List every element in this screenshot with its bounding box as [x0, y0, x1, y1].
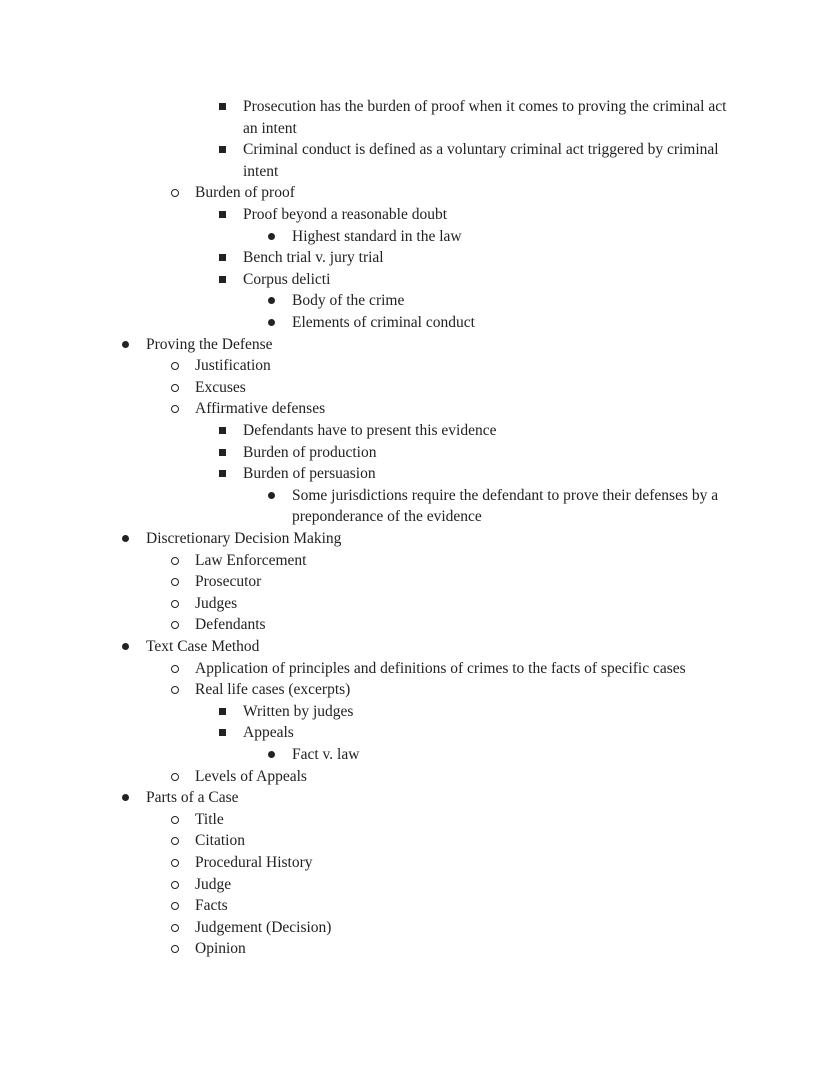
square-bullet-icon [219, 427, 226, 434]
outline-item-text: Affirmative defenses [195, 400, 326, 418]
square-bullet-icon [219, 449, 226, 456]
disc-bullet-icon [268, 492, 275, 499]
square-bullet-icon [219, 708, 226, 715]
circle-bullet-icon [171, 859, 179, 867]
outline-item-text: Facts [195, 897, 228, 915]
circle-bullet-icon [171, 816, 179, 824]
square-bullet-icon [219, 146, 226, 153]
outline-item-text: Judge [195, 875, 232, 893]
outline-item-text: Criminal conduct is defined as a voluntary criminal act triggered by criminal intent [243, 141, 719, 180]
outline-item-text: Defendants [195, 616, 266, 634]
disc-bullet-icon [268, 319, 275, 326]
outline-item-text: Text Case Method [146, 638, 260, 655]
disc-bullet-icon [268, 751, 275, 758]
outline-item-text: Bench trial v. jury trial [243, 249, 384, 267]
outline-item-text: Proof beyond a reasonable doubt [243, 206, 448, 223]
disc-bullet-icon [122, 794, 129, 801]
square-bullet-icon [219, 103, 226, 110]
outline-item-text: Written by judges [243, 702, 354, 720]
outline-item-text: Judges [195, 594, 238, 612]
outline-item-text: Prosecution has the burden of proof when it comes to proving the criminal act an intent [243, 98, 727, 137]
outline-item-text: Justification [195, 357, 271, 375]
circle-bullet-icon [171, 189, 179, 197]
square-bullet-icon [219, 729, 226, 736]
circle-bullet-icon [171, 773, 179, 781]
disc-bullet-icon [122, 341, 129, 348]
circle-bullet-icon [171, 665, 179, 673]
outline-item-text: Law Enforcement [195, 551, 307, 569]
outline-item-text: Corpus delicti [243, 270, 331, 288]
outline-item-text: Highest standard in the law [292, 227, 462, 245]
disc-bullet-icon [122, 535, 129, 542]
circle-bullet-icon [171, 924, 179, 932]
outline-item-text: Citation [195, 832, 245, 850]
circle-bullet-icon [171, 405, 179, 413]
circle-bullet-icon [171, 621, 179, 629]
disc-bullet-icon [268, 233, 275, 240]
outline-item-text: Parts of a Case [146, 789, 239, 807]
circle-bullet-icon [171, 557, 179, 565]
square-bullet-icon [219, 276, 226, 283]
circle-bullet-icon [171, 362, 179, 370]
outline-item-text: Appeals [243, 724, 294, 742]
circle-bullet-icon [171, 837, 179, 845]
circle-bullet-icon [171, 881, 179, 889]
circle-bullet-icon [171, 578, 179, 586]
disc-bullet-icon [122, 643, 129, 650]
square-bullet-icon [219, 470, 226, 477]
square-bullet-icon [219, 254, 226, 261]
outline-item-text: Defendants have to present this evidence [243, 422, 497, 439]
outline-item-text: Prosecutor [195, 573, 262, 591]
outline-item-text: Burden of proof [195, 184, 295, 202]
square-bullet-icon [219, 211, 226, 218]
circle-bullet-icon [171, 945, 179, 953]
outline-item-text: Fact v. law [292, 746, 360, 763]
outline-item-text: Judgement (Decision) [195, 918, 332, 936]
outline-item-text: Application of principles and definitions of crimes to the facts of specific cases [195, 659, 686, 677]
circle-bullet-icon [171, 686, 179, 694]
outline-item-text: Some jurisdictions require the defendant to prove their defenses by a preponderance of the evidence [292, 486, 719, 526]
circle-bullet-icon [171, 600, 179, 608]
outline-item-text: Elements of criminal conduct [292, 314, 475, 331]
outline-item-text: Body of the crime [292, 292, 405, 310]
outline-item-text: Title [195, 810, 224, 828]
outline-item-text: Burden of production [243, 443, 377, 461]
outline-item-text: Procedural History [195, 854, 313, 871]
disc-bullet-icon [268, 297, 275, 304]
outline-item-text: Discretionary Decision Making [146, 530, 342, 547]
circle-bullet-icon [171, 384, 179, 392]
outline-item-text: Excuses [195, 378, 246, 396]
outline-item-text: Levels of Appeals [195, 767, 307, 785]
outline-item-text: Real life cases (excerpts) [195, 681, 351, 699]
outline-item-text: Burden of persuasion [243, 465, 376, 483]
outline-item-text: Proving the Defense [146, 335, 273, 353]
circle-bullet-icon [171, 902, 179, 910]
outline-item-text: Opinion [195, 940, 246, 958]
